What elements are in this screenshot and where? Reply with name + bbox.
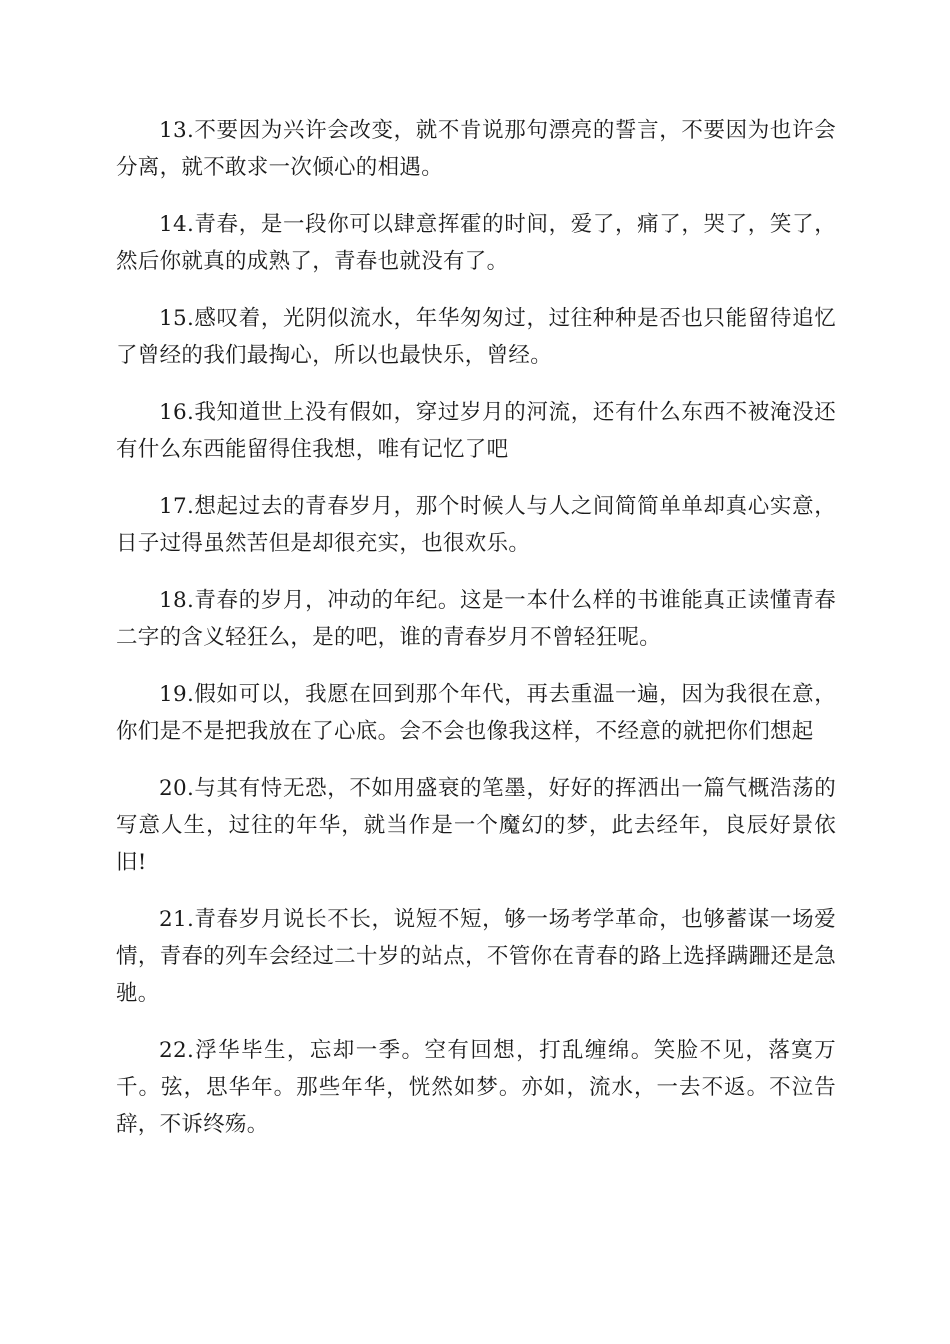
paragraph-13: 13.不要因为兴许会改变，就不肯说那句漂亮的誓言，不要因为也许会分离，就不敢求一次倾心的相遇。 xyxy=(116,118,836,180)
paragraph-17: 17.想起过去的青春岁月，那个时候人与人之间简简单单却真心实意，日子过得虽然苦但是却很充实，也很欢乐。 xyxy=(116,494,836,556)
paragraph-15: 15.感叹着，光阴似流水，年华匆匆过，过往种种是否也只能留待追忆了曾经的我们最掏心，所以也最快乐，曾经。 xyxy=(116,306,836,368)
paragraph-19: 19.假如可以，我愿在回到那个年代，再去重温一遍，因为我很在意，你们是不是把我放在了心底。会不会也像我这样，不经意的就把你们想起 xyxy=(116,682,836,744)
paragraph-20: 20.与其有恃无恐，不如用盛衰的笔墨，好好的挥洒出一篇气概浩荡的写意人生，过往的年华，就当作是一个魔幻的梦，此去经年，良辰好景依旧! xyxy=(116,776,836,875)
paragraph-18: 18.青春的岁月，冲动的年纪。这是一本什么样的书谁能真正读懂青春二字的含义轻狂么，是的吧，谁的青春岁月不曾轻狂呢。 xyxy=(116,588,836,650)
paragraph-22: 22.浮华毕生，忘却一季。空有回想，打乱缠绵。笑脸不见，落寞万千。弦，思华年。那些年华，恍然如梦。亦如，流水，一去不返。不泣告辞，不诉终殇。 xyxy=(116,1038,836,1137)
paragraph-21: 21.青春岁月说长不长，说短不短，够一场考学革命，也够蓄谋一场爱情，青春的列车会经过二十岁的站点，不管你在青春的路上选择蹒跚还是急驰。 xyxy=(116,907,836,1006)
paragraph-14: 14.青春，是一段你可以肆意挥霍的时间，爱了，痛了，哭了，笑了，然后你就真的成熟了，青春也就没有了。 xyxy=(116,212,836,274)
document-body xyxy=(116,112,836,1163)
paragraph-16: 16.我知道世上没有假如，穿过岁月的河流，还有什么东西不被淹没还有什么东西能留得住我想，唯有记忆了吧 xyxy=(116,400,836,462)
